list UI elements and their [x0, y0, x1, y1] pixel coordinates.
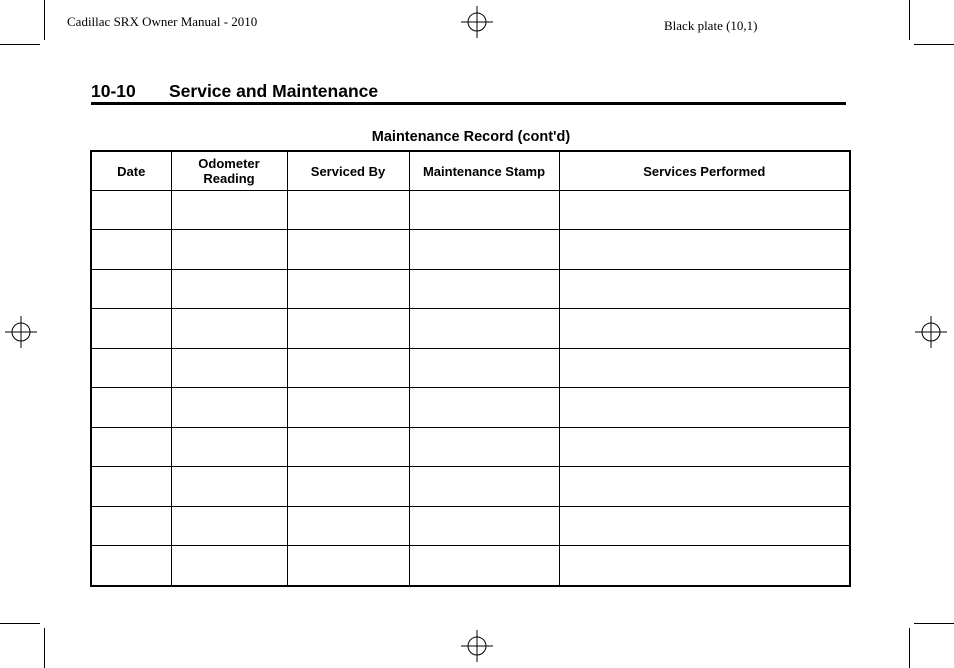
- table-cell: [171, 546, 287, 586]
- table-cell: [91, 467, 171, 506]
- table-cell: [559, 467, 850, 506]
- table-cell: [409, 506, 559, 545]
- column-header-maintenance-stamp: Maintenance Stamp: [409, 151, 559, 191]
- table-cell: [287, 348, 409, 387]
- table-cell: [287, 467, 409, 506]
- table-cell: [91, 506, 171, 545]
- table-row: [91, 427, 850, 466]
- table-row: [91, 467, 850, 506]
- table-row: [91, 269, 850, 308]
- table-cell: [559, 506, 850, 545]
- table-cell: [559, 191, 850, 230]
- table-row: [91, 309, 850, 348]
- table-cell: [559, 230, 850, 269]
- page-number: 10-10: [91, 81, 136, 101]
- table-cell: [287, 309, 409, 348]
- column-header-serviced-by: Serviced By: [287, 151, 409, 191]
- table-cell: [91, 546, 171, 586]
- maintenance-record-table: [90, 150, 851, 587]
- table-cell: [559, 348, 850, 387]
- table-cell: [409, 388, 559, 427]
- table-cell: [559, 427, 850, 466]
- table-cell: [91, 269, 171, 308]
- table-cell: [409, 467, 559, 506]
- table-cell: [91, 309, 171, 348]
- table-cell: [409, 230, 559, 269]
- table-cell: [171, 467, 287, 506]
- table-cell: [409, 191, 559, 230]
- table-cell: [171, 506, 287, 545]
- table-cell: [171, 348, 287, 387]
- table-cell: [287, 191, 409, 230]
- crop-mark: [0, 623, 40, 624]
- table-cell: [171, 309, 287, 348]
- print-header-title: Cadillac SRX Owner Manual - 2010: [67, 14, 258, 29]
- table-cell: [171, 388, 287, 427]
- table-cell: [409, 309, 559, 348]
- table-cell: [287, 388, 409, 427]
- table-cell: [91, 427, 171, 466]
- crop-mark: [909, 628, 910, 668]
- table-row: [91, 230, 850, 269]
- table-row: [91, 546, 850, 586]
- table-cell: [171, 269, 287, 308]
- crop-mark: [914, 44, 954, 45]
- table-cell: [559, 388, 850, 427]
- table-cell: [559, 269, 850, 308]
- table-cell: [171, 230, 287, 269]
- crop-mark: [914, 623, 954, 624]
- table-row: [91, 348, 850, 387]
- table-cell: [171, 191, 287, 230]
- page-heading: [91, 80, 846, 105]
- table-header-row: [91, 151, 850, 191]
- table-cell: [287, 506, 409, 545]
- crop-mark: [909, 0, 910, 40]
- registration-mark-icon: [461, 630, 493, 662]
- crop-mark: [0, 44, 40, 45]
- column-header-services-performed: Services Performed: [559, 151, 850, 191]
- table-cell: [409, 427, 559, 466]
- table-cell: [559, 309, 850, 348]
- table-cell: [91, 388, 171, 427]
- table-row: [91, 506, 850, 545]
- print-header-plate: Black plate (10,1): [664, 18, 758, 33]
- column-header-odometer: Odometer Reading: [171, 151, 287, 191]
- table-row: [91, 191, 850, 230]
- table-cell: [409, 546, 559, 586]
- table-cell: [287, 230, 409, 269]
- table-cell: [171, 427, 287, 466]
- table-cell: [287, 427, 409, 466]
- table-cell: [287, 269, 409, 308]
- section-title: Service and Maintenance: [169, 81, 379, 101]
- table-cell: [409, 269, 559, 308]
- crop-mark: [44, 0, 45, 40]
- crop-mark: [44, 628, 45, 668]
- registration-mark-icon: [915, 316, 947, 348]
- column-header-date: Date: [91, 151, 171, 191]
- table-cell: [91, 230, 171, 269]
- table-cell: [91, 348, 171, 387]
- table-cell: [287, 546, 409, 586]
- table-cell: [91, 191, 171, 230]
- registration-mark-icon: [461, 6, 493, 38]
- table-row: [91, 388, 850, 427]
- table-cell: [409, 348, 559, 387]
- table-body: [91, 191, 850, 587]
- registration-mark-icon: [5, 316, 37, 348]
- table-cell: [559, 546, 850, 586]
- table-caption: Maintenance Record (cont'd): [371, 129, 571, 145]
